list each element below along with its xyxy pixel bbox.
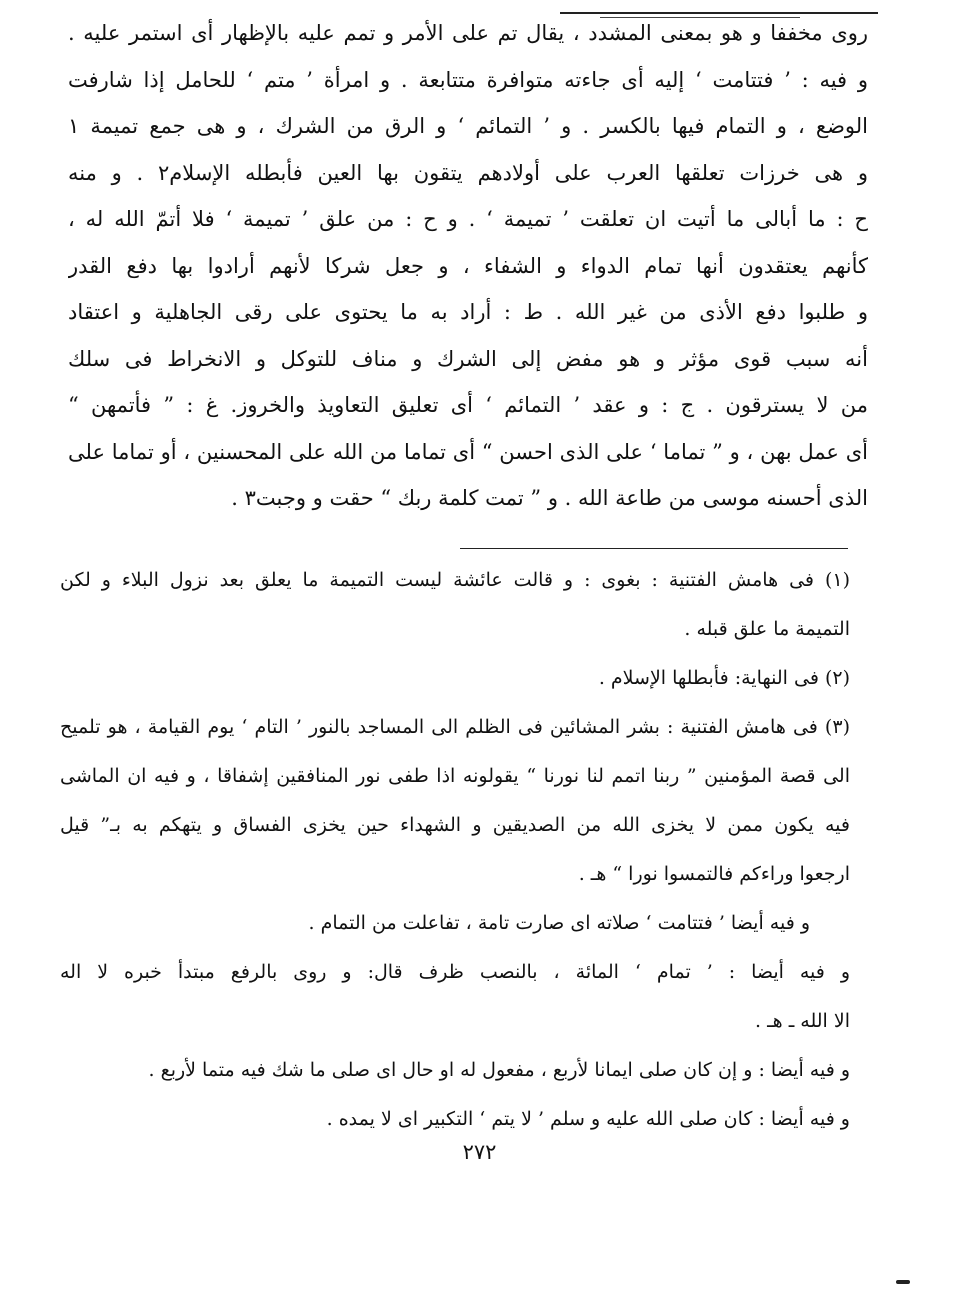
body-line: أی عمل بهن ، و ” تماما ‘ علی الذی احسن “ أی تماما من الله علی المحسنین ، أو تماما علی (68, 439, 868, 464)
body-line: من لا یسترقون . ج : و عقد ’ التمائم ‘ أی تعلیق التعاویذ والخروز. غ : ” فأتمهن “ (68, 393, 868, 417)
body-line: ح : ما أبالی ما أتیت ان تعلقت ’ تمیمة ‘ . و ح : من علق ’ تمیمة ‘ فلا أتمّ الله له ، (68, 207, 868, 231)
footnote-line: و فیه أیضا : کان صلی الله علیه و سلم ’ لا یتم ‘ التکبیر ای لا یمده . (326, 1108, 850, 1130)
scan-mark (896, 1280, 910, 1284)
footnotes (60, 556, 850, 1144)
body-line: و هی خرزات تعلقها العرب علی أولادهم یتقون بها العین فأبطله الإسلام۲ . و منه (68, 160, 868, 185)
footnote-line: (۲) فی النهایة: فأبطلها الإسلام . (598, 667, 850, 689)
footnote-line: التمیمة ما علق قبله . (684, 618, 850, 640)
footnote-line: و فیه أیضا : و إن کان صلی ایمانا لأربع ، مفعول له او حال ای صلی ما شك فیه متما لأربع . (148, 1059, 850, 1081)
body-line: کأنهم یعتقدون أنها تمام الدواء و الشفاء ، و جعل شرکا لأنهم أرادوا بها دفع القدر (68, 253, 868, 278)
body-line: و فیه : ’ فتتامت ‘ إلیه أی جاءته متوافرة متتابعة . و امرأة ’ متم ‘ للحامل إذا شارفت (68, 67, 868, 92)
footnote-line: فیه یکون ممن لا یخزی الله من الصدیقین و الشهداء حین یخزی الفساق و یتهکم به بـ” قیل (60, 814, 850, 836)
body-line: أنه سبب قوی مؤثر و هو مفض إلی الشرك و مناف للتوکل و الانخراط فی سلك (68, 346, 868, 371)
body-line: و طلبوا دفع الأذی من غیر الله . ط : أراد به ما یحتوی علی رقی الجاهلیة و اعتقاد (68, 300, 868, 324)
body-line: روی مخففا و هو بمعنی المشدد ، یقال تم علی الأمر و تمم علیه بالإظهار أی استمر علیه . (68, 21, 868, 45)
footnote-line: الا الله ـ هـ . (754, 1010, 850, 1032)
page-number: ۲۷۲ (462, 1140, 497, 1164)
body-line: الذی أحسنه موسی من طاعة الله . و ” تمت کلمة ربك “ حقت و وجبت۳ . (231, 486, 868, 510)
footnote-line: (۳) فی هامش الفتنیة : بشر المشائین فی الظلم الی المساجد بالنور ’ التام ‘ یوم القیامة ، هو تلمیح (60, 716, 850, 738)
body-line: الوضع ، و التمام فیها بالکسر . و ’ التمائم ‘ و الرق من الشرك ، و هی جمع تمیمة ۱ (68, 114, 868, 138)
footnote-line: (۱) فی هامش الفتنیة : بغوی : و قالت عائشة لیست التمیمة ما یعلق بعد نزول البلاء و لکن (60, 569, 850, 591)
footnote-separator (460, 548, 848, 549)
footnote-line: الی قصة المؤمنین ” ربنا اتمم لنا نورنا “ یقولونه اذا طفی نور المنافقین إشفاقا ، و فیه ان الماشی (60, 765, 850, 787)
footnote-line: و فیه أیضا : ’ تمام ‘ المائة ، بالنصب ظرف قال: و روی بالرفع مبتدأ خبره لا اله (60, 961, 850, 983)
footnote-line: و فیه أیضا ’ فتتامت ‘ صلاته ای صارت تامة ، تفاعلت من التمام . (308, 912, 810, 934)
main-text (68, 10, 868, 522)
footnote-line: ارجعوا وراءکم فالتمسوا نورا “ هـ . (578, 863, 850, 885)
